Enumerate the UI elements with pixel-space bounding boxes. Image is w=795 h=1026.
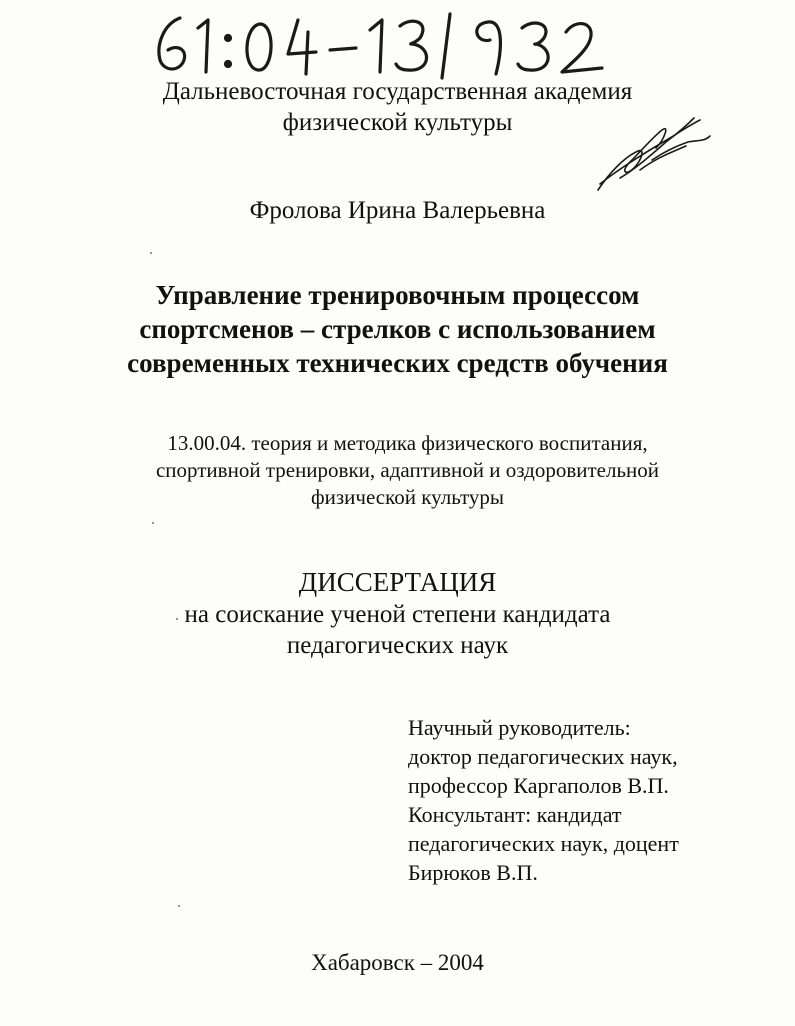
supervisor-line: Консультант: кандидат [408,802,622,827]
institution-line: Дальневосточная государственная академия [162,78,633,105]
specialty-line: спортивной тренировки, адаптивной и оздоровительной [155,458,660,482]
supervisor-line: Научный руководитель: [408,715,631,740]
work-type-heading: ДИССЕРТАЦИЯ [298,567,497,597]
supervisor-line: Бирюков В.П. [408,860,538,885]
supervisor-line: педагогических наук, доцент [408,831,679,856]
scan-speck [152,522,154,524]
scan-speck [178,905,180,907]
author-name: Фролова Ирина Валерьевна [249,197,546,224]
city-year: Хабаровск – 2004 [311,950,484,975]
scan-speck [150,252,152,254]
specialty-line: физической культуры [311,485,504,509]
institution-line: физической культуры [282,109,513,136]
supervisor-line: профессор Каргаполов В.П. [408,773,669,798]
archive-number-drawing [150,10,620,80]
archive-stamp-handwriting [150,10,620,80]
title-line: современных технических средств обучения [127,348,668,378]
dissertation-title [0,278,795,380]
degree-line: педагогических наук [286,632,509,659]
institution-name [0,76,795,138]
supervisor-line: доктор педагогических наук, [408,744,678,769]
title-line: спортсменов – стрелков с использованием [139,314,656,344]
supervisors-block [408,713,679,887]
degree-description [0,599,795,661]
title-line: Управление тренировочным процессом [155,280,640,310]
scan-speck [176,618,178,620]
specialty-code [10,430,795,511]
specialty-line: 13.00.04. теория и методика физического воспитания, [167,431,648,455]
degree-line: на соискание ученой степени кандидата [184,601,611,628]
